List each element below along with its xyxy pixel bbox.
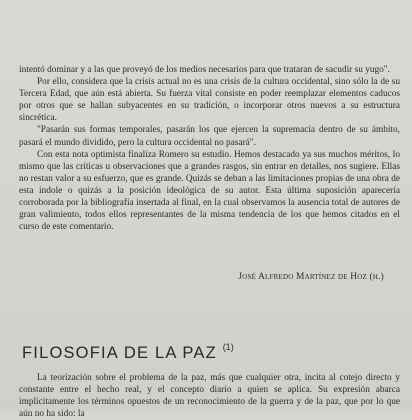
footnote-mark: (1) <box>222 341 234 352</box>
author-signature: José Alfredo Martínez de Hoz (h.) <box>238 272 384 282</box>
paragraph-crisis: Por ello, considera que la crisis actual no es una crisis de la cultura occidental, sino sólo la de su Tercera Edad, que aún está abierta. Su fuerza vital consiste en poder reemplazar elementos caducos por otros que se hallan subyacentes en su tradición, o incorporar otros nuevos a su estructura sincrética. <box>19 77 400 124</box>
paragraph-continuation: intentó dominar y a las que proveyó de los medios necesarios para que trataran de sacudir su yugo". <box>19 65 390 75</box>
section-text <box>19 372 400 420</box>
paragraph-quote: "Pasarán sus formas temporales, pasarán los que ejercen la supremacía dentro de su ámbito, pasará el mundo dividido, pero la cultura occidental no pasará". <box>19 125 400 148</box>
paragraph-intro: La teorización sobre el problema de la paz, más que cualquier otra, incita al cotejo directo y constante entre el hecho real, y el concepto diario a quien se aplica. Su expresión abarca implícitamente los términos opuestos de un reconocimiento de la guerra y de la paz, que por lo que aún no ha sido: la <box>19 373 400 420</box>
section-heading <box>22 342 234 363</box>
review-text <box>19 64 400 233</box>
section-title: FILOSOFIA DE LA PAZ <box>22 343 217 362</box>
paragraph-conclusion: Con esta nota optimista finaliza Romero su estudio. Hemos destacado ya sus muchos méritos, lo mismo que las críticas u observaciones que a grandes rasgos, sin entrar en detalles, nos sugiere. Ellas no restan valor a su esfuerzo, que es grande. Quizás se deban a las limitaciones propias de una obra de esta índole o quizás a la posición ideológica de su autor. Esta última suposición aparecería corroborada por la bibliografía insertada al final, en la cual observamos la ausencia total de autores de gran valimiento, todos ellos representantes de la misma tendencia de los que hemos citados en el curso de este comentario. <box>19 149 400 233</box>
